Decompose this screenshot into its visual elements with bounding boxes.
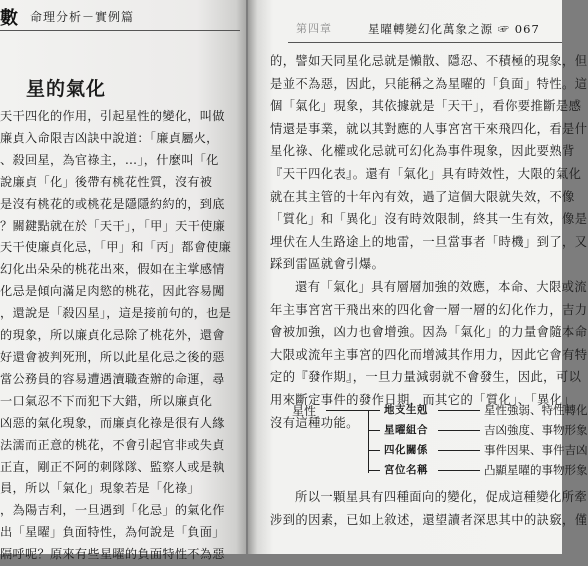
diagram-leader-line xyxy=(438,470,480,471)
text-line: 是並不為惡，因此，只能稱之為星曜的「負面」特性。這 xyxy=(270,76,588,91)
right-page-header xyxy=(288,20,562,50)
left-page xyxy=(0,0,246,562)
text-line: 情還是事業，就以其對應的人事宮宮干來飛四化，看是什 xyxy=(270,121,588,136)
text-line: 還有「氣化」具有層層加強的效應，本命、大限或流 xyxy=(295,279,588,294)
left-page-header xyxy=(0,4,240,30)
text-line: 涉到的因素，已如上敘述，還望讀者深思其中的訣竅，僅 xyxy=(270,512,588,527)
text-line: 凶惡的氣化現象，而廉貞化祿是很有人緣 xyxy=(0,415,225,430)
text-line: 天干使廉貞化忌，「甲」和「丙」都會使廉 xyxy=(0,240,232,255)
text-line: 所以一顆星具有四種面向的變化，促成這種變化所牽 xyxy=(295,490,588,504)
text-line: 是沒有桃花的或桃花是隱隱約約的，到底 xyxy=(0,196,225,211)
right-page-body xyxy=(270,50,588,434)
diagram-connector xyxy=(326,410,368,411)
header-rule xyxy=(288,42,562,43)
text-line: 法濡而正意的桃花，不會引起官非或失貞 xyxy=(0,437,225,452)
diagram-branch-line xyxy=(368,450,380,451)
diagram-branch-line xyxy=(368,470,380,471)
text-line: 「質化」和「異化」沒有時效限制，終其一生有效，像是 xyxy=(270,212,588,227)
paragraph-1 xyxy=(270,50,588,276)
text-line: 踩到雷區就會引爆。 xyxy=(270,257,385,272)
star-nature-diagram xyxy=(266,398,588,488)
text-line: ，還說是「殺囚星」，這是接前句的，也是 xyxy=(0,306,232,321)
book-subtitle: 命理分析－實例篇 xyxy=(30,10,135,24)
book-title-fragment: 數 xyxy=(0,8,19,29)
text-line: 員，所以「氣化」現象若是「化祿」 xyxy=(0,481,200,496)
text-line: 埋伏在人生路途上的地雷，一旦當事者「時機」到了，又 xyxy=(270,234,588,249)
diagram-item-label: 宮位名稱 xyxy=(384,464,428,476)
diagram-branch-line xyxy=(368,430,380,431)
text-line: 會被加強，凶力也會增強。因為「氣化」的力量會隨本命 xyxy=(270,325,588,340)
text-line: 星化祿、化權或化忌就可幻化為事件現象，因此要熟背 xyxy=(270,144,575,159)
left-page-body xyxy=(0,106,238,566)
diagram-item-description: 吉凶強度、事物形象 xyxy=(484,423,588,437)
text-line: 幻化出朵朵的桃花出來，假如在主掌感情 xyxy=(0,262,225,277)
diagram-root-label: 星性 xyxy=(292,404,317,418)
text-line: ，為陽吉利，一旦遇到「化忌」的氣化作 xyxy=(0,503,225,518)
text-line: 一口氣忍不下而犯下大錯，所以廉貞化 xyxy=(0,393,213,408)
text-line: ？關鍵點就在於「天干」，「甲」天干使廉 xyxy=(0,218,226,233)
text-line: 『天干四化表』。還有「氣化」具有時效性，大限的氣化 xyxy=(270,166,582,181)
diagram-branch-line xyxy=(368,410,380,411)
text-line: 個「氣化」現象，其依據就是「天干」，看你要推斷是感 xyxy=(270,99,582,114)
text-line: 就在其主管的十年內有效，過了這個大限就失效，不像 xyxy=(270,189,575,204)
diagram-leader-line xyxy=(438,450,480,451)
text-line: 用來斷定事件的發作日期，而其它的「質化」、「異化」 xyxy=(270,392,576,407)
text-line: 沒有這種功能。 xyxy=(270,415,359,430)
header-rule xyxy=(0,30,240,31)
text-line: 、殺回星，為官祿主，…」，什麼叫「化 xyxy=(0,152,219,167)
diagram-item-description: 凸顯星曜的事物形象 xyxy=(484,463,588,477)
text-line: 大限或流年主事宮的四化而增減其作用力，因此它會有特 xyxy=(270,347,588,362)
text-line: 當公務員的容易遭遇瀆職查辦的命運，尋 xyxy=(0,371,225,386)
text-line: 化忌是傾向滿足肉慾的桃花，因此容易闖 xyxy=(0,284,225,299)
diagram-item-label: 地支生剋 xyxy=(384,404,428,416)
diagram-item-label: 四化關係 xyxy=(384,444,428,456)
text-line: 的現象，所以廉貞化忌除了桃花外，還會 xyxy=(0,328,225,343)
chapter-title: 星曜轉變幻化萬象之源 xyxy=(368,22,493,36)
diagram-item-description: 事件因果、事件吉凶 xyxy=(484,443,588,457)
text-line: 出「星曜」負面特性，為何說是「負面」 xyxy=(0,525,225,540)
section-title: 星的氣化 xyxy=(26,78,107,100)
running-head xyxy=(368,21,540,37)
diagram-item-description: 星性強弱、特性轉化 xyxy=(484,403,588,417)
diagram-leader-line xyxy=(438,430,480,431)
paragraph-3 xyxy=(270,486,588,531)
diagram-trunk xyxy=(368,410,369,473)
text-line: 天干四化的作用，引起星性的變化，叫做 xyxy=(0,109,225,123)
text-line: 說廉貞「化」後帶有桃花性質，沒有被 xyxy=(0,174,213,189)
text-line: 定的『發作期』，一旦力量減弱就不會發生，因此，可以 xyxy=(270,370,582,385)
diagram-leader-line xyxy=(438,410,480,411)
right-page xyxy=(248,0,588,554)
text-line: 隔呼呢？原來有些星曜的負面特性不為惡 xyxy=(0,547,225,562)
text-line: 正直，剛正不阿的刺隊隊、監察人或是執 xyxy=(0,459,225,474)
text-line: 的，譬如天同星化忌就是懶散、隱忍、不積極的現象，但 xyxy=(270,54,588,68)
page-number: ☞ 067 xyxy=(497,22,540,36)
text-line: 好還會被判死刑，所以此星化忌之後的惡 xyxy=(0,349,225,364)
text-line: 廉貞入命限吉凶訣中說道：「廉貞屬火， xyxy=(0,130,219,145)
right-page-closing xyxy=(270,486,588,531)
diagram-item-label: 星曜組合 xyxy=(384,424,428,436)
text-line: 年主事宮宮干飛出來的四化會一層一層的幻化作力，吉力 xyxy=(270,302,588,317)
chapter-label: 第四章 xyxy=(296,22,332,35)
